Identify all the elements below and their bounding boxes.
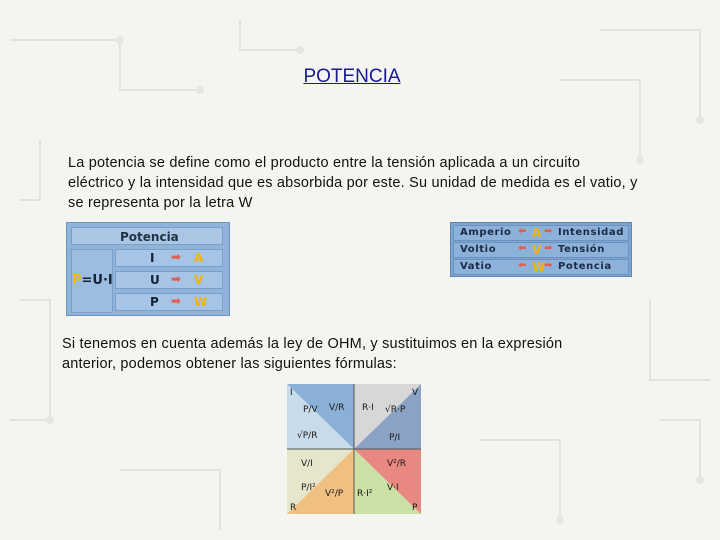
formula-wheel	[287, 384, 421, 514]
unit-symbol: W	[194, 295, 208, 309]
formula-label: √P/R	[297, 431, 318, 441]
formula-label: V²/R	[387, 459, 407, 469]
arrow-right-icon: ➡	[544, 260, 553, 271]
formula-label: V²/P	[325, 489, 344, 499]
quantity-symbol: U	[150, 273, 160, 287]
unit-symbol: A	[532, 226, 542, 240]
formula-label: V/R	[329, 403, 345, 413]
quantity-symbol: P	[150, 295, 159, 309]
unit-name: Vatio	[460, 261, 493, 272]
potencia-row	[115, 249, 223, 267]
definition-paragraph: La potencia se define como el producto entre la tensión aplicada a un circuito eléctrico y la intensidad que es absorbida por este. Su unidad de medida es el vatio, y se representa por la letra W	[68, 155, 638, 211]
quantity-name: Intensidad	[558, 227, 624, 238]
corner-label: P	[412, 503, 418, 513]
formula-label: V/I	[301, 459, 313, 469]
units-row	[453, 259, 629, 275]
unit-symbol: V	[194, 273, 204, 287]
ohm-paragraph: Si tenemos en cuenta además la ley de OHM, y sustituimos en la expresión anterior, podemos obtener las siguientes fórmulas:	[62, 336, 563, 372]
formula-label: R·I	[362, 403, 374, 413]
formula-label: P/I	[389, 433, 401, 443]
formula-label: V·I	[387, 483, 399, 493]
power-formula: P=U·I	[71, 249, 113, 313]
arrow-left-icon: ⬅	[518, 243, 527, 254]
unit-symbol: V	[532, 243, 542, 257]
formula-label: √R·P	[385, 405, 406, 415]
arrow-right-icon: ➡	[544, 226, 553, 237]
units-row	[453, 242, 629, 258]
corner-label: V	[412, 388, 419, 398]
units-table	[450, 222, 632, 277]
arrow-right-icon: ➡	[171, 272, 182, 286]
potencia-row	[115, 293, 223, 311]
potencia-table-header: Potencia	[71, 227, 223, 245]
quantity-name: Tensión	[558, 244, 605, 255]
arrow-right-icon: ➡	[171, 294, 182, 308]
arrow-right-icon: ➡	[171, 250, 182, 264]
arrow-left-icon: ⬅	[518, 226, 527, 237]
unit-name: Voltio	[460, 244, 497, 255]
unit-symbol: A	[194, 251, 204, 265]
corner-label: R	[290, 503, 297, 513]
arrow-right-icon: ➡	[544, 243, 553, 254]
formula-label: P/I²	[301, 483, 316, 493]
quantity-name: Potencia	[558, 261, 612, 272]
quantity-symbol: I	[150, 251, 155, 265]
arrow-left-icon: ⬅	[518, 260, 527, 271]
corner-label: I	[290, 388, 293, 398]
potencia-table	[66, 222, 230, 316]
unit-symbol: W	[532, 260, 546, 274]
page-title[interactable]: POTENCIA	[303, 66, 401, 87]
potencia-row	[115, 271, 223, 289]
formula-label: P/V	[303, 405, 318, 415]
unit-name: Amperio	[460, 227, 512, 238]
formula-label: R·I²	[357, 489, 373, 499]
units-row	[453, 225, 629, 241]
